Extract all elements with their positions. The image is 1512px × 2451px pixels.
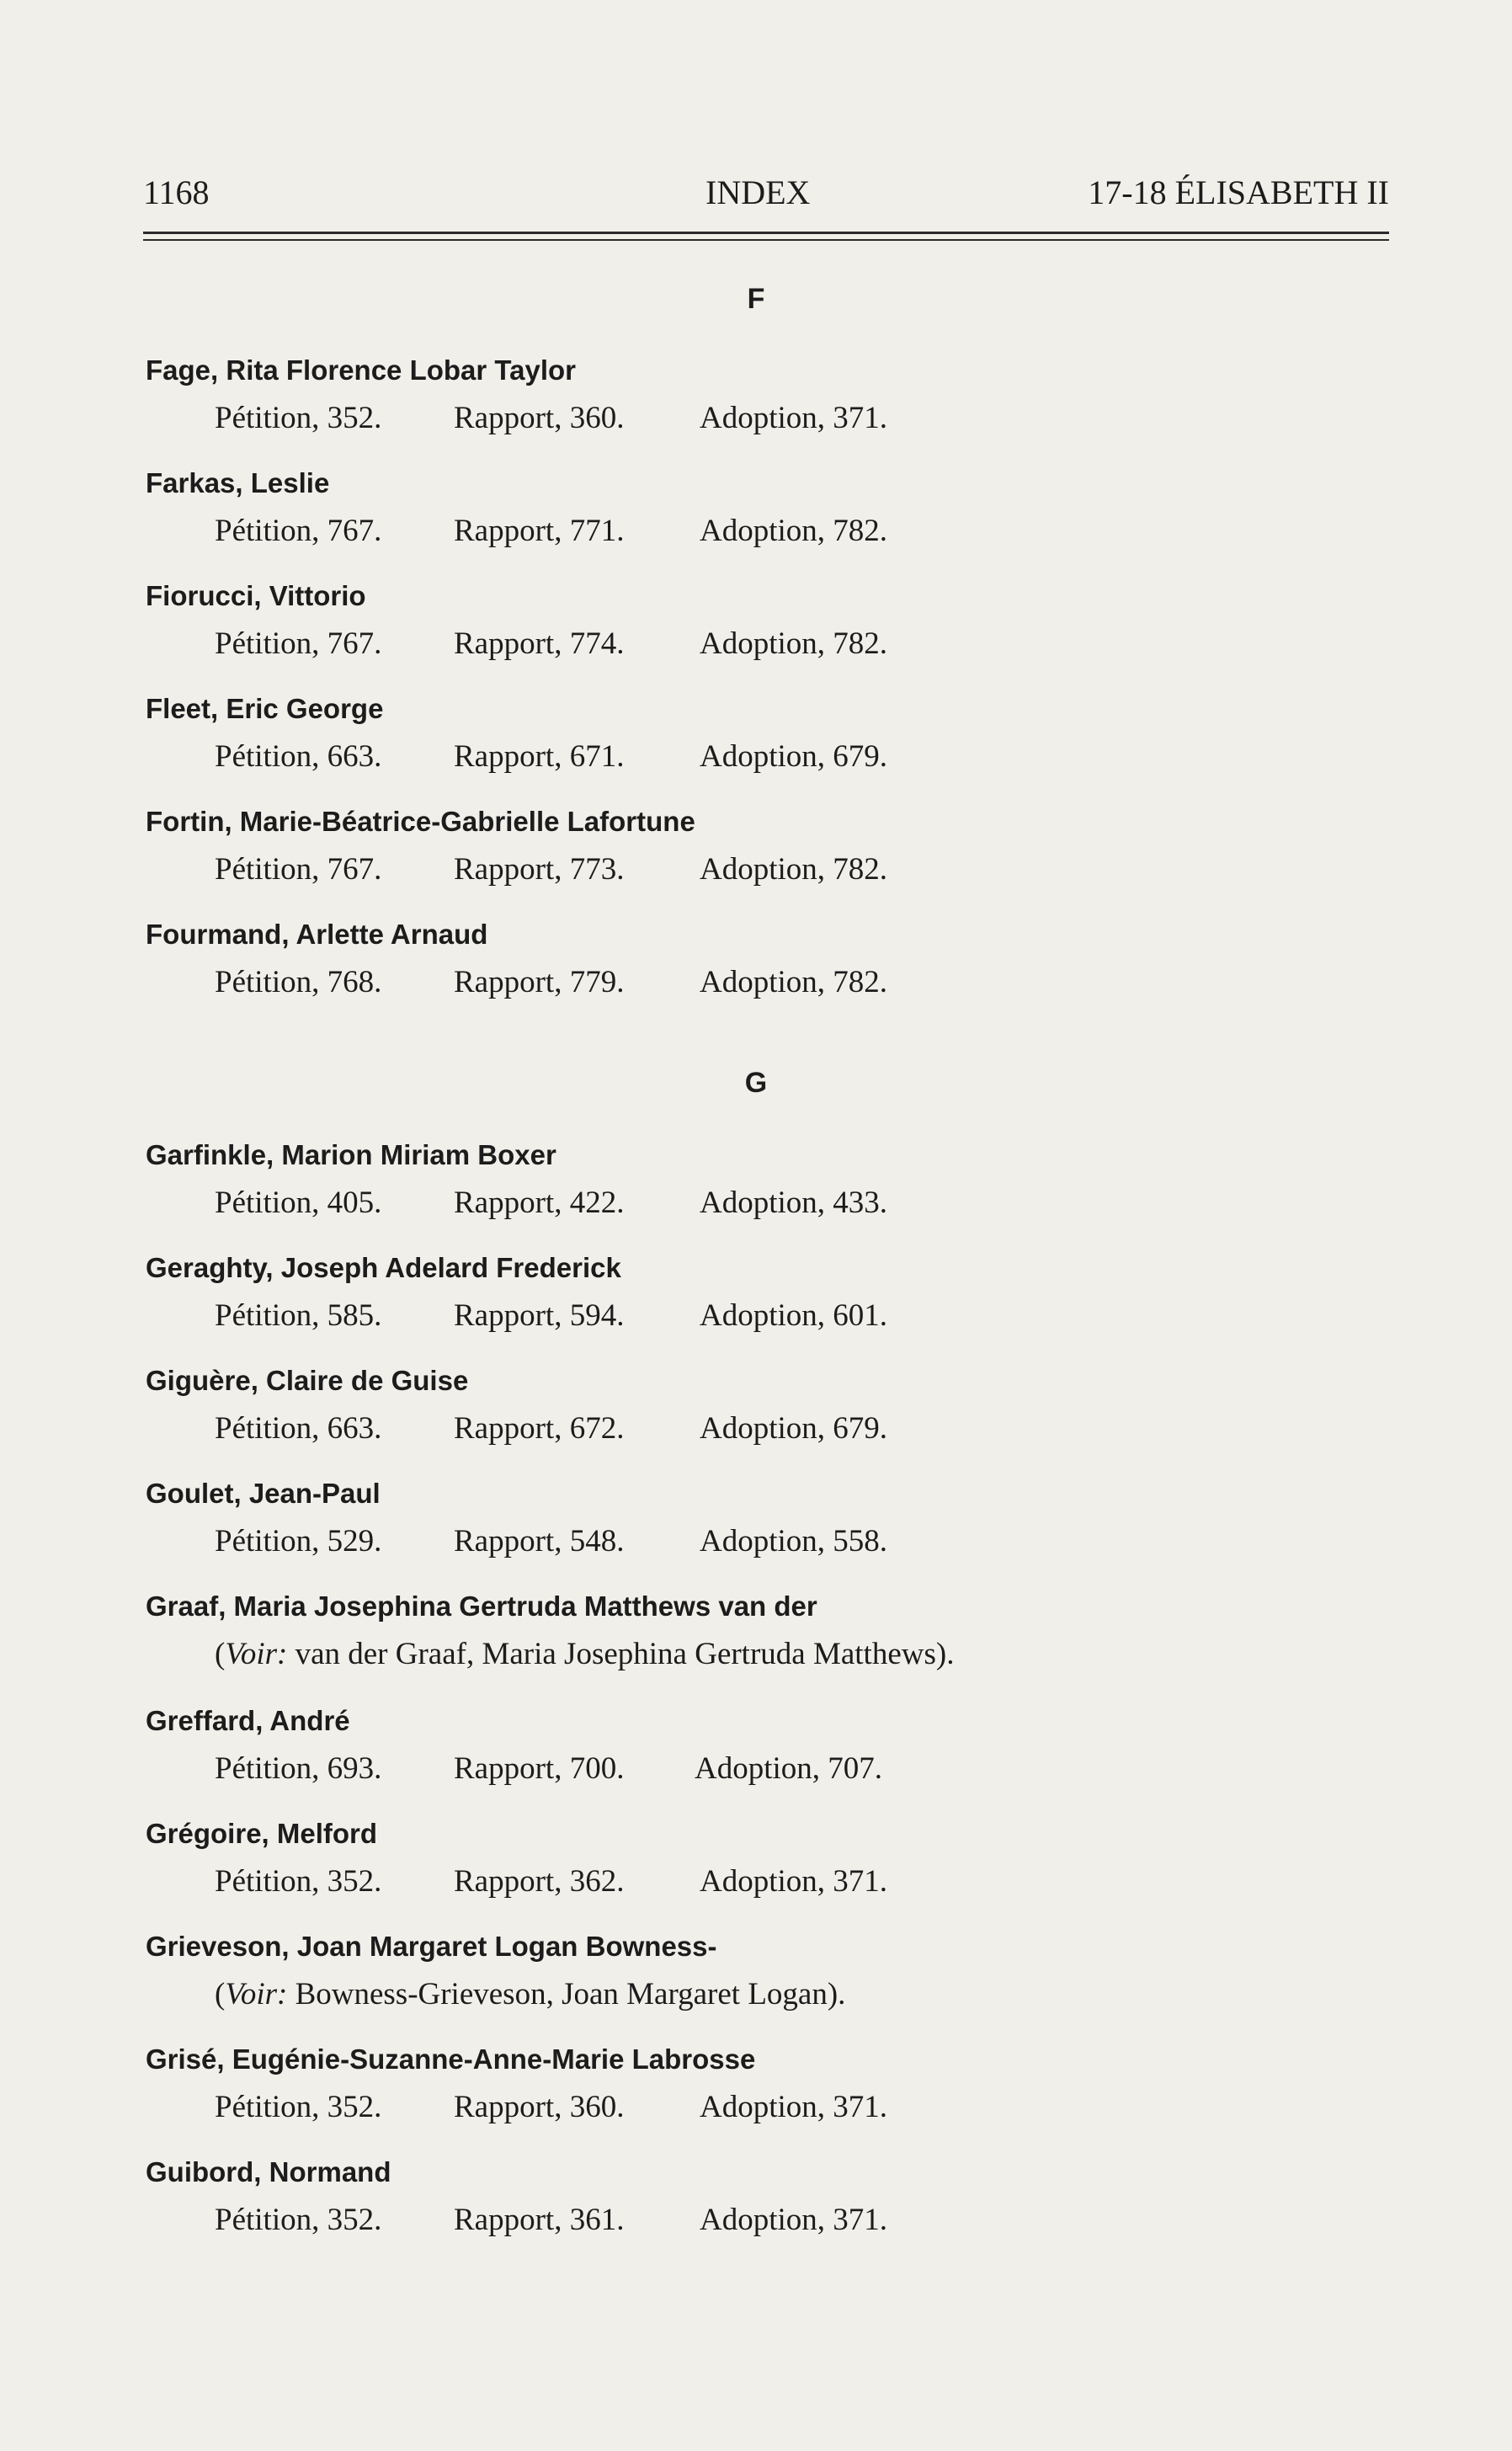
petition-ref: Pétition, 352. [215, 2203, 382, 2237]
entry-references [215, 1748, 882, 1790]
rapport-ref: Rapport, 361. [454, 2203, 625, 2237]
entry-name: Farkas, Leslie [146, 467, 330, 498]
adoption-ref: Adoption, 782. [700, 852, 888, 887]
entry-references [215, 1408, 887, 1450]
entry-references [215, 510, 887, 552]
adoption-ref: Adoption, 558. [700, 1524, 888, 1559]
index-entry [146, 465, 887, 552]
entry-name: Fortin, Marie-Béatrice-Gabrielle Lafortune [146, 806, 695, 837]
rapport-ref: Rapport, 774. [454, 626, 625, 661]
rapport-ref: Rapport, 779. [454, 965, 625, 999]
index-entry [146, 1702, 882, 1790]
adoption-ref: Adoption, 371. [700, 401, 888, 435]
voir-target: van der Graaf, Maria Josephina Gertruda Matthews). [295, 1637, 955, 1671]
petition-ref: Pétition, 767. [215, 626, 382, 661]
entry-references [215, 1182, 887, 1224]
index-entry [146, 803, 887, 891]
index-entry [146, 1362, 887, 1450]
rapport-ref: Rapport, 672. [454, 1411, 625, 1446]
adoption-ref: Adoption, 679. [700, 739, 888, 774]
section-letter-f: F [747, 283, 765, 315]
entry-name: Fleet, Eric George [146, 693, 384, 724]
index-entry [146, 1475, 887, 1563]
rapport-ref: Rapport, 671. [454, 739, 625, 774]
petition-ref: Pétition, 767. [215, 514, 382, 548]
petition-ref: Pétition, 352. [215, 401, 382, 435]
adoption-ref: Adoption, 679. [700, 1411, 888, 1446]
entry-name: Grieveson, Joan Margaret Logan Bowness- [146, 1931, 717, 1962]
adoption-ref: Adoption, 782. [700, 626, 888, 661]
petition-ref: Pétition, 585. [215, 1298, 382, 1333]
petition-ref: Pétition, 405. [215, 1186, 382, 1220]
rapport-ref: Rapport, 360. [454, 2090, 625, 2124]
entry-name: Goulet, Jean-Paul [146, 1478, 381, 1509]
index-entry [146, 2041, 887, 2129]
voir-target: Bowness-Grieveson, Joan Margaret Logan). [295, 1977, 846, 2011]
header-rule-bottom [143, 239, 1389, 241]
page-header [143, 173, 1389, 215]
entry-name: Fourmand, Arlette Arnaud [146, 919, 488, 950]
entry-name: Fage, Rita Florence Lobar Taylor [146, 354, 577, 386]
rapport-ref: Rapport, 548. [454, 1524, 625, 1559]
petition-ref: Pétition, 352. [215, 2090, 382, 2124]
entry-name: Geraghty, Joseph Adelard Frederick [146, 1252, 621, 1283]
adoption-ref: Adoption, 433. [700, 1186, 888, 1220]
entry-references [215, 1861, 887, 1903]
running-head: 17-18 ÉLISABETH II [1088, 173, 1389, 211]
index-entry [146, 1588, 954, 1676]
entry-references [215, 736, 887, 778]
petition-ref: Pétition, 663. [215, 739, 382, 774]
index-entry [146, 1137, 887, 1224]
entry-references [215, 2199, 887, 2241]
index-entry [146, 1815, 887, 1903]
adoption-ref: Adoption, 371. [700, 1864, 888, 1899]
adoption-ref: Adoption, 371. [700, 2090, 888, 2124]
rapport-ref: Rapport, 594. [454, 1298, 625, 1333]
rapport-ref: Rapport, 700. [454, 1751, 625, 1786]
page-number: 1168 [143, 173, 210, 211]
index-entry [146, 352, 887, 440]
rapport-ref: Rapport, 362. [454, 1864, 625, 1899]
entry-name: Guibord, Normand [146, 2156, 391, 2187]
header-rule-top [143, 232, 1389, 234]
petition-ref: Pétition, 529. [215, 1524, 382, 1559]
petition-ref: Pétition, 663. [215, 1411, 382, 1446]
cross-reference: (Voir: Bowness-Grieveson, Joan Margaret Logan). [215, 1977, 846, 2011]
entry-name: Grisé, Eugénie-Suzanne-Anne-Marie Labrosse [146, 2043, 756, 2075]
voir-label: Voir: [225, 1637, 288, 1671]
entry-name: Garfinkle, Marion Miriam Boxer [146, 1139, 556, 1170]
cross-reference: (Voir: van der Graaf, Maria Josephina Gertruda Matthews). [215, 1637, 955, 1671]
entry-references [215, 1295, 887, 1337]
adoption-ref: Adoption, 601. [700, 1298, 888, 1333]
entry-references [215, 1521, 887, 1563]
entry-name: Graaf, Maria Josephina Gertruda Matthews van der [146, 1590, 817, 1622]
index-entry [146, 578, 887, 665]
entry-references [215, 397, 887, 440]
index-entry [146, 1249, 887, 1337]
entry-references [215, 849, 887, 891]
adoption-ref: Adoption, 782. [700, 514, 888, 548]
entry-name: Greffard, André [146, 1705, 350, 1736]
section-letter-g: G [744, 1067, 768, 1099]
index-entry [146, 2154, 887, 2241]
entry-name: Giguère, Claire de Guise [146, 1365, 469, 1396]
adoption-ref: Adoption, 707. [695, 1751, 883, 1786]
petition-ref: Pétition, 768. [215, 965, 382, 999]
adoption-ref: Adoption, 371. [700, 2203, 888, 2237]
page-title: INDEX [705, 173, 811, 211]
petition-ref: Pétition, 767. [215, 852, 382, 887]
entry-references [215, 2086, 887, 2129]
entry-references [215, 962, 887, 1004]
petition-ref: Pétition, 352. [215, 1864, 382, 1899]
entry-references [215, 623, 887, 665]
entry-name: Fiorucci, Vittorio [146, 580, 366, 611]
index-entry [146, 916, 887, 1004]
rapport-ref: Rapport, 422. [454, 1186, 625, 1220]
petition-ref: Pétition, 693. [215, 1751, 382, 1786]
index-entry [146, 690, 887, 778]
rapport-ref: Rapport, 771. [454, 514, 625, 548]
entry-name: Grégoire, Melford [146, 1818, 378, 1849]
index-entry [146, 1928, 845, 2016]
voir-label: Voir: [225, 1977, 288, 2011]
adoption-ref: Adoption, 782. [700, 965, 888, 999]
rapport-ref: Rapport, 773. [454, 852, 625, 887]
rapport-ref: Rapport, 360. [454, 401, 625, 435]
